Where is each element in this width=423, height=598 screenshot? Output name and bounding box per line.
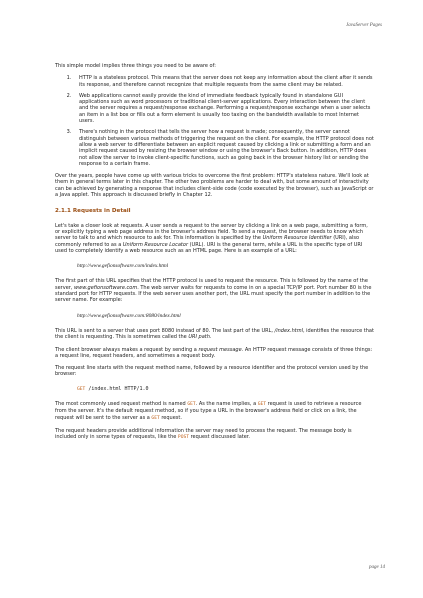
term-uri-path: URI path — [188, 334, 210, 341]
paragraph-client: The client browser always makes a request by sending a request message. An HTTP request message consists of three things: a request line, request headers, and sometimes a request body. — [55, 346, 373, 359]
paragraph-first-part: The first part of this URL specifies that the HTTP protocol is used to request the resource. This is followed by the name of the server, www.gefionsoftware.com. The web server waits for requests to come in on a special TCP/IP port. Port number 80 is the standard port for HTTP requests. If the web server uses another port, the URL must specify the port number in addition to the server name. For example: — [55, 278, 372, 304]
list-item: 1. HTTP is a stateless protocol. This means that the server does not keep any information about the client after it sends its response, and therefore cannot recognize that multiple requests from the same client may be related. — [73, 75, 374, 88]
server-name: www.gefionsoftware.com — [74, 284, 138, 291]
resource-path: /index.html — [274, 327, 303, 334]
paragraph-requests: Let's take a closer look at requests. A user sends a request to the server by clicking a link on a web page, submitting a form, or explicitly typing a web page address in the browser's address field. To send a request, the browser needs to know which server to talk to and which resource to ask for. This information is specified by the Uniform Resource Identifier (URI), also commonly referred to as a Uniform Resource Locator (URL). URI is the general term, while a URL is the specific type of URI used to completely identify a web resource such as an HTML page. Here is an example of a URL: — [55, 222, 368, 254]
term-url: Uniform Resource Locator — [122, 241, 188, 248]
example-url-port: http://www.gefionsoftware.com:8080/index.html — [77, 312, 181, 319]
list-item: 3. There's nothing in the protocol that tells the server how a request is made; consequently, the server cannot distinguish between various methods of triggering the request on the client. For example, the HTTP protocol does not allow a web server to differentiate between an explicit request caused by clicking a link or submitting a form and an implicit request caused by resizing the browser window or using the browser's Back button. In addition, HTTP does not allow the server to invoke client-specific functions, such as going back in the browser history list or sending the response to a certain frame. — [73, 129, 374, 167]
section-heading: 2.1.1 Requests in Detail — [55, 208, 131, 215]
code-rest: /index.html HTTP/1.0 — [85, 385, 149, 392]
paragraph-common-method: The most commonly used request method is named GET. As the name implies, a GET request is used to retrieve a resource from the server. It's the default request method, so if you type a URL in the browser's address field or click on a link, the request will be sent to the server as a GET request. — [55, 400, 362, 421]
running-header: JavaServer Pages — [346, 23, 382, 28]
code-request-line — [77, 386, 374, 393]
paragraph-port: This URL is sent to a server that uses port 8080 instead of 80. The last part of the URL, /index.html, identifies the resource that the client is requesting. This is sometimes called the URI path. — [55, 327, 374, 341]
code-method: GET — [77, 386, 86, 392]
page-number: page 14 — [369, 565, 385, 570]
paragraph-request-line: The request line starts with the request method name, followed by a resource identifier and the protocol version used by the browser: — [55, 365, 369, 378]
term-request-message: request message — [198, 346, 242, 353]
paragraph-over-years: Over the years, people have come up with various tricks to overcome the first problem: HTTP's stateless nature. We'll look at them in general terms later in this chapter. The other two problems are harder to deal with, but some amount of interactivity can be achieved by generating a response that includes client-side code (code executed by the browser), such as JavaScript or a Java applet. This approach is discussed briefly in Chapter 12. — [55, 173, 374, 199]
paragraph-headers: The request headers provide additional information the server may need to process the request. The message body is included only in some types of requests, like the POST request discussed later. — [55, 427, 352, 441]
example-url: http://www.gefionsoftware.com/index.html — [77, 263, 169, 270]
term-uri: Uniform Resource Identifier — [262, 235, 332, 242]
page-content — [55, 63, 374, 447]
intro-paragraph: This simple model implies three things you need to be aware of: — [55, 63, 216, 69]
numbered-list — [55, 75, 374, 167]
list-item: 2. Web applications cannot easily provide the kind of immediate feedback typically found in standalone GUI applications such as word processors or traditional client-server applications. Every interaction between the client and the server requires a request/response exchange. Performing a request/response exchange when a user selects an item in a list box or fills out a form element is usually too taxing on the bandwidth available to most Internet users. — [73, 93, 374, 124]
